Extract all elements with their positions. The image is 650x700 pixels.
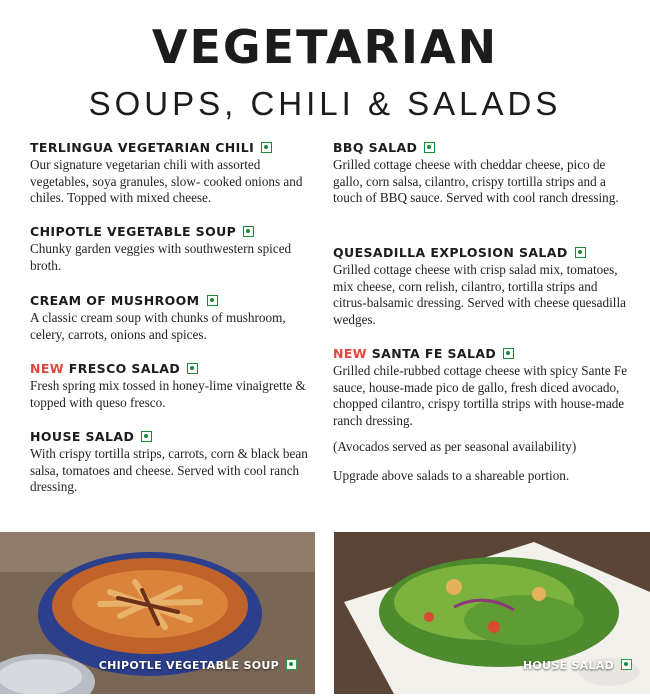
veg-mark-icon [575,247,586,258]
item-description: Fresh spring mix tossed in honey-lime vinaigrette & topped with queso fresco. [30,378,306,410]
soup-photo [0,532,315,694]
item-description: Grilled cottage cheese with cheddar cheese, pico de gallo, corn salsa, cilantro, crispy tortilla strips and a touch of BBQ sauce. Served with cool ranch dressing. [333,157,619,205]
item-description: Chunky garden veggies with southwestern spiced broth. [30,241,292,273]
item-name: FRESCO SALAD [68,361,181,376]
item-description: Grilled cottage cheese with crisp salad mix, tomatoes, mix cheese, corn relish, cilantro, tortilla strips and citrus-balsamic dressing. Served with cheese quesadilla wedges. [333,262,626,327]
veg-mark-icon [621,659,632,670]
veg-mark-icon [207,295,218,306]
veg-mark-icon [286,659,297,670]
upgrade-note: Upgrade above salads to a shareable portion. [333,468,570,483]
salad-photo [334,532,650,694]
veg-mark-icon [503,348,514,359]
item-name: CREAM OF MUSHROOM [30,293,200,308]
menu-item-cream-of-mushroom [30,293,310,343]
item-name: HOUSE SALAD [30,429,135,444]
item-name: QUESADILLA EXPLOSION SALAD [333,245,568,260]
photo-caption: CHIPOTLE VEGETABLE SOUP [99,659,297,672]
veg-mark-icon [141,431,152,442]
item-name: SANTA FE SALAD [371,346,497,361]
item-description: Our signature vegetarian chili with assorted vegetables, soya granules, slow- cooked onions and chiles. Topped with mixed cheese. [30,157,303,205]
new-badge: NEW [333,346,367,361]
item-description: With crispy tortilla strips, carrots, corn & black bean salsa, tomatoes and cheese. Served with cool ranch dressing. [30,446,308,494]
item-name: CHIPOTLE VEGETABLE SOUP [30,224,237,239]
veg-mark-icon [261,142,272,153]
new-badge: NEW [30,361,64,376]
menu-item-bbq-salad [333,140,628,207]
menu-title: VEGETARIAN [151,20,499,74]
veg-mark-icon [243,226,254,237]
menu-subtitle: SOUPS, CHILI & SALADS [88,85,562,122]
item-description: A classic cream soup with chunks of mushroom, celery, carrots, onions and spices. [30,310,286,342]
menu-item-house-salad [30,429,310,496]
item-name: TERLINGUA VEGETARIAN CHILI [30,140,255,155]
avocado-note: (Avocados served as per seasonal availability) [333,439,577,454]
item-name: BBQ SALAD [333,140,418,155]
menu-item-quesadilla-salad [333,245,628,328]
menu-item-fresco-salad [30,361,310,411]
menu-item-terlingua-chili [30,140,310,207]
menu-item-santa-fe-salad [333,346,628,429]
item-description: Grilled chile-rubbed cottage cheese with spicy Sante Fe sauce, house-made pico de gallo, fresh diced avocado, chopped cilantro, crispy tortilla strips with house-made ranch dressing. [333,363,628,428]
menu-item-chipotle-soup [30,224,310,274]
veg-mark-icon [424,142,435,153]
veg-mark-icon [187,363,198,374]
photo-caption: HOUSE SALAD [523,659,632,672]
